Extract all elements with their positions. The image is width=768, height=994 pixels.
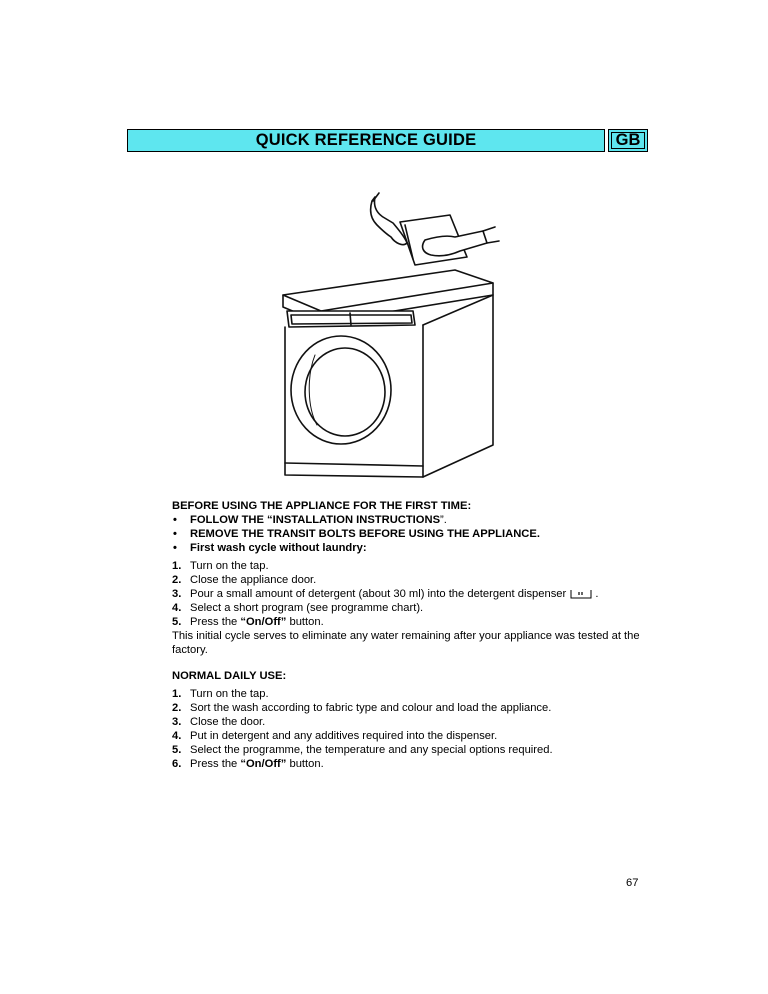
section-heading-first-time: BEFORE USING THE APPLIANCE FOR THE FIRST TIME:	[172, 500, 472, 512]
step-number: 3.	[172, 588, 182, 600]
step-text: Select a short program (see programme chart).	[190, 602, 424, 614]
step-text: Close the appliance door.	[190, 574, 317, 586]
language-code: GB	[615, 131, 641, 149]
bullet-strong-text: REMOVE THE TRANSIT BOLTS BEFORE USING THE APPLIANCE.	[190, 528, 540, 540]
bullet-strong-text: First wash cycle without laundry:	[190, 542, 367, 554]
daily-use-steps	[172, 687, 652, 771]
door-outer	[291, 336, 391, 444]
step-number: 2.	[172, 574, 182, 586]
step-item	[172, 587, 652, 601]
instructions-body	[172, 499, 652, 771]
step-text: button.	[286, 758, 324, 770]
bullet-dot: •	[173, 528, 177, 540]
step-text: Press the	[190, 758, 241, 770]
section-heading-daily-use: NORMAL DAILY USE:	[172, 670, 287, 682]
machine-side	[423, 295, 493, 477]
step-text: button.	[286, 616, 324, 628]
step-text: Sort the wash according to fabric type and colour and load the appliance.	[190, 702, 552, 714]
step-number: 1.	[172, 560, 182, 572]
bullet-rest-text: ”.	[440, 514, 447, 526]
step-item	[172, 559, 652, 573]
bullet-dot: •	[173, 514, 177, 526]
page-number: 67	[626, 877, 639, 889]
step-number: 5.	[172, 616, 182, 628]
step-text: Close the door.	[190, 716, 266, 728]
left-hand	[371, 197, 407, 245]
bullet-dot: •	[173, 542, 177, 554]
step-number: 4.	[172, 730, 182, 742]
step-number: 6.	[172, 758, 182, 770]
page-title: QUICK REFERENCE GUIDE	[255, 131, 477, 149]
washing-machine-illustration	[255, 185, 530, 485]
bullet-item	[172, 541, 652, 555]
step-text: Press the	[190, 616, 241, 628]
guide-title-bar	[127, 129, 605, 152]
step-item	[172, 573, 652, 587]
step-number: 3.	[172, 716, 182, 728]
step-text: Put in detergent and any additives required into the dispenser.	[190, 730, 498, 742]
step-number: 1.	[172, 688, 182, 700]
step-text: Select the programme, the temperature and any special options required.	[190, 744, 553, 756]
step-number: 5.	[172, 744, 182, 756]
bullet-strong-text: FOLLOW THE “INSTALLATION INSTRUCTIONS	[190, 514, 441, 526]
first-time-steps	[172, 559, 652, 629]
step-item	[172, 715, 652, 729]
step-item	[172, 757, 652, 771]
detergent-dispenser-icon	[570, 588, 592, 600]
step-text-suffix: .	[592, 588, 599, 600]
step-item	[172, 687, 652, 701]
bullet-item	[172, 527, 652, 541]
step-text: Pour a small amount of detergent (about 30 ml) into the detergent dispenser	[190, 588, 567, 600]
step-item	[172, 615, 652, 629]
step-item	[172, 743, 652, 757]
step-text: Turn on the tap.	[190, 560, 269, 572]
initial-cycle-note: This initial cycle serves to eliminate any water remaining after your appliance was tested at the factory.	[172, 630, 640, 656]
on-off-button-label: “On/Off”	[240, 616, 287, 628]
first-time-bullets	[172, 513, 652, 555]
step-text: Turn on the tap.	[190, 688, 269, 700]
step-number: 2.	[172, 702, 182, 714]
step-item	[172, 729, 652, 743]
bullet-item	[172, 513, 652, 527]
machine-top	[283, 270, 493, 311]
language-badge	[608, 129, 648, 152]
step-item	[172, 601, 652, 615]
step-number: 4.	[172, 602, 182, 614]
step-item	[172, 701, 652, 715]
on-off-button-label: “On/Off”	[240, 758, 287, 770]
